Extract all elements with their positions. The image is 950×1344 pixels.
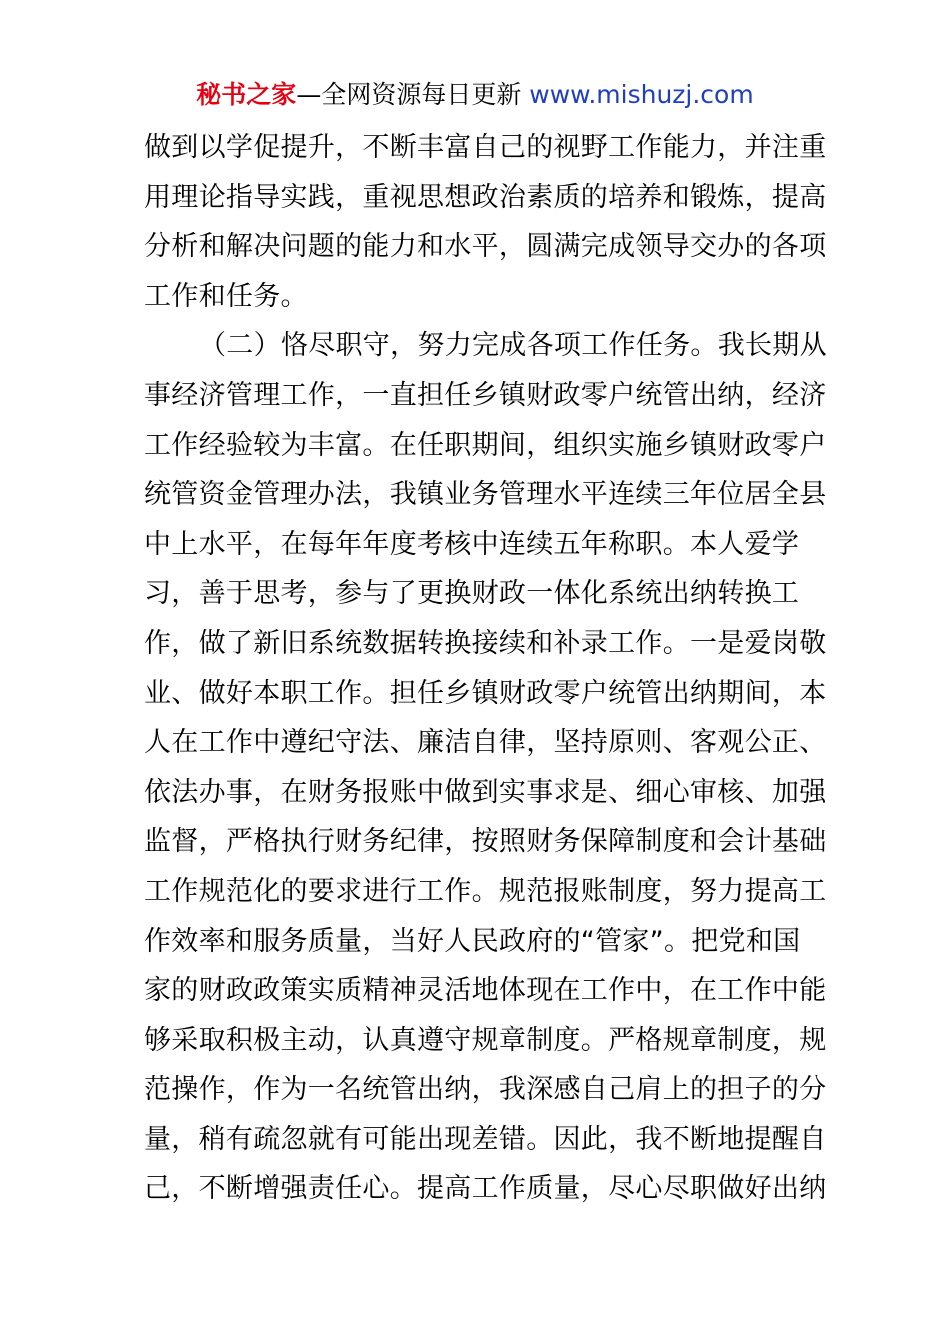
text-line: 中上水平，在每年年度考核中连续五年称职。本人爱学 xyxy=(144,528,800,560)
text-line: 人在工作中遵纪守法、廉洁自律，坚持原则、客观公正、 xyxy=(144,727,827,759)
site-brand: 秘书之家 xyxy=(196,80,297,109)
text-line: 工作和任务。 xyxy=(144,280,308,312)
text-line: 依法办事，在财务报账中做到实事求是、细心审核、加强 xyxy=(144,776,827,808)
text-line: 家的财政政策实质精神灵活地体现在工作中，在工作中能 xyxy=(144,975,827,1007)
text-line: 用理论指导实践，重视思想政治素质的培养和锻炼，提高 xyxy=(144,181,827,213)
text-line: 监督，严格执行财务纪律，按照财务保障制度和会计基础 xyxy=(144,826,827,858)
text-line: 范操作，作为一名统管出纳，我深感自己肩上的担子的分 xyxy=(144,1074,827,1106)
text-line: 业、做好本职工作。担任乡镇财政零户统管出纳期间，本 xyxy=(144,677,827,709)
text-line: 够采取积极主动，认真遵守规章制度。严格规章制度，规 xyxy=(144,1024,827,1056)
text-line: 分析和解决问题的能力和水平，圆满完成领导交办的各项 xyxy=(144,231,827,263)
text-line: 事经济管理工作，一直担任乡镇财政零户统管出纳，经济 xyxy=(144,379,827,411)
site-url-link[interactable]: www.mishuzj.com xyxy=(529,80,754,109)
document-body xyxy=(144,123,827,1214)
paragraph-start-line: （二）恪尽职守，努力完成各项工作任务。我长期从 xyxy=(199,330,827,362)
page-header xyxy=(0,78,950,112)
text-line: 量，稍有疏忽就有可能出现差错。因此，我不断地提醒自 xyxy=(144,1123,827,1155)
text-line: 己，不断增强责任心。提高工作质量，尽心尽职做好出纳 xyxy=(144,1173,827,1205)
text-line: 做到以学促提升，不断丰富自己的视野工作能力，并注重 xyxy=(144,132,827,163)
text-line: 工作规范化的要求进行工作。规范报账制度，努力提高工 xyxy=(144,875,827,907)
text-line: 统管资金管理办法，我镇业务管理水平连续三年位居全县 xyxy=(144,479,827,511)
text-line: 作效率和服务质量，当好人民政府的“管家”。把党和国 xyxy=(144,925,801,957)
text-line: 工作经验较为丰富。在任职期间，组织实施乡镇财政零户 xyxy=(144,429,827,461)
text-line: 作，做了新旧系统数据转换接续和补录工作。一是爱岗敬 xyxy=(144,627,827,659)
text-line: 习，善于思考，参与了更换财政一体化系统出纳转换工 xyxy=(144,578,800,610)
site-tagline: —全网资源每日更新 xyxy=(296,80,522,109)
